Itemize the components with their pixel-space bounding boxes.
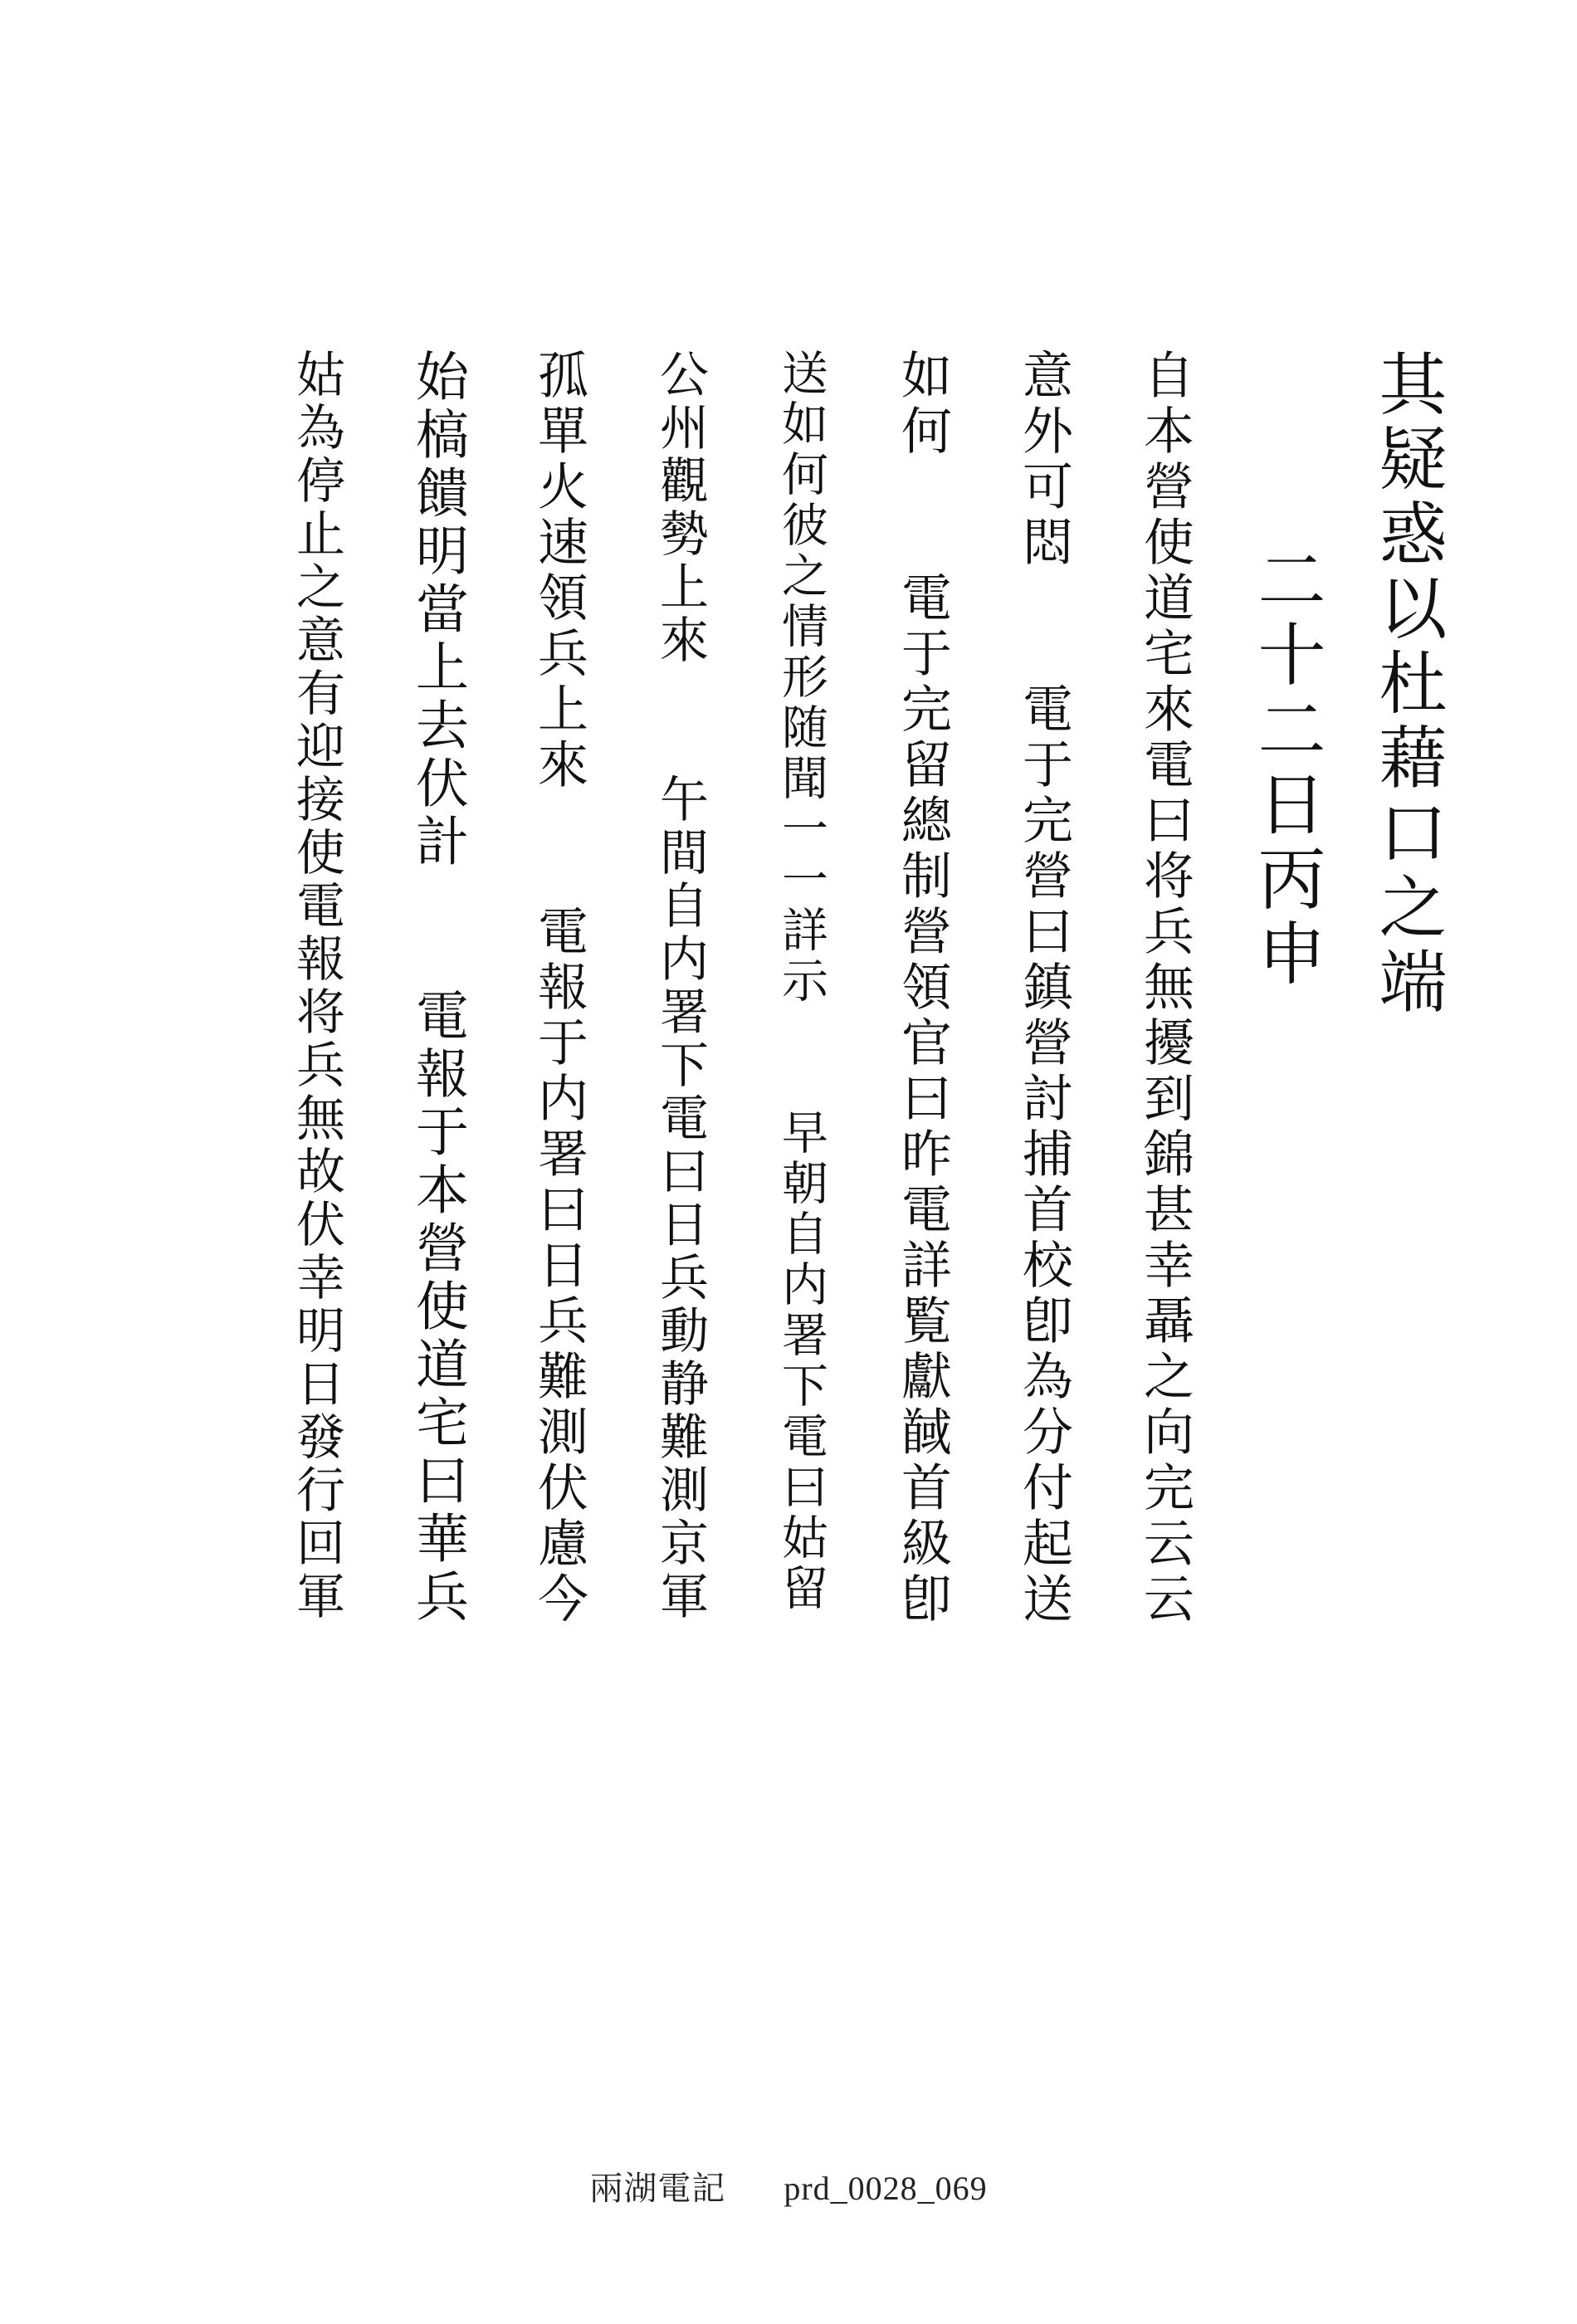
text-column-8: 孤單火速領兵上來 電報于内署曰日兵難測伏慮今 [530,349,588,1628]
vertical-text-block [241,349,1452,2050]
text-column-10: 姑為停止之意有迎接使電報将兵無故伏幸明日發行回軍 [288,349,345,1623]
text-column-6: 送如何彼之情形随聞一一詳示 早朝自内署下電曰姑留 [774,349,828,1614]
footer-title: 兩湖電記 [589,2170,726,2207]
text-column-1: 其疑惑以杜藉口之端 [1368,349,1447,1021]
text-column-4: 意外可悶 電于完營曰鎮營討捕首校卽為分付起送 [1014,349,1073,1628]
text-column-5: 如何 電于完留總制營領官曰昨電詳覧獻馘首級卽 [893,349,952,1628]
page-footer [0,2162,1577,2209]
text-column-2: 二十二日丙申 [1247,544,1326,993]
text-column-3: 自本營使道宅來電曰将兵無擾到錦甚幸聶之向完云云 [1135,349,1194,1628]
text-column-9: 始槁饋明當上去伏計 電報于本營使道宅曰華兵 [407,349,468,1627]
text-column-7: 公州觀勢上來 午間自内署下電曰日兵動静難測京軍 [652,349,709,1623]
footer-page-id: prd_0028_069 [784,2170,988,2207]
